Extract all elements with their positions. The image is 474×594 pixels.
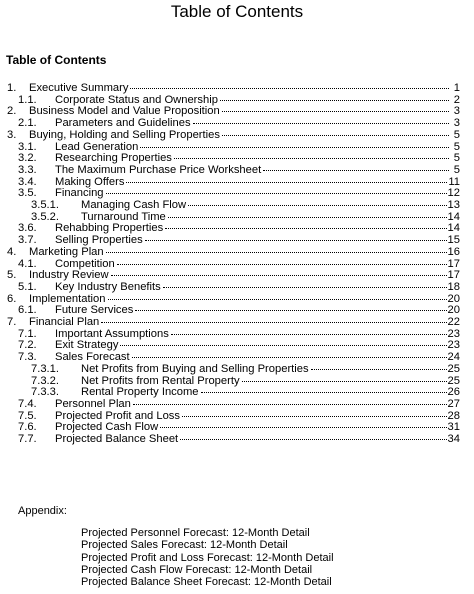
toc-entry-title: Making Offers: [55, 175, 125, 188]
toc-entry-number: 7.1.: [18, 327, 37, 340]
toc-entry-page: 3: [453, 117, 460, 130]
toc-dot-leader: [163, 287, 447, 288]
toc-entry-title: Managing Cash Flow: [81, 199, 187, 211]
toc-entry-page: 34: [447, 433, 460, 445]
toc-entry-title: Lead Generation: [55, 140, 139, 153]
toc-entry-number: 3.5.2.: [31, 210, 59, 223]
toc-dot-leader: [132, 357, 447, 358]
toc-entry-page: 15: [447, 234, 460, 247]
toc-entry-number: 6.: [7, 292, 17, 305]
toc-entry-number: 7.2.: [18, 339, 37, 352]
toc-entry-title: Financial Plan: [29, 316, 100, 328]
toc-dot-leader: [135, 310, 446, 311]
toc-entry-page: 25: [447, 374, 460, 387]
toc-entry-page: 26: [447, 386, 460, 399]
toc-dot-leader: [220, 100, 449, 101]
toc-entry-title: Selling Properties: [55, 234, 143, 247]
toc-entry-page: 18: [447, 280, 460, 293]
toc-entry-title: Personnel Plan: [55, 397, 131, 410]
toc-entry-number: 3.: [7, 128, 17, 141]
toc-entry-page: 3: [453, 105, 460, 118]
toc-entry-page: 28: [447, 409, 460, 422]
toc-entry-number: 7.6.: [18, 421, 37, 434]
toc-dot-leader: [130, 88, 449, 89]
toc-entry-page: 25: [447, 362, 460, 375]
toc-dot-leader: [160, 427, 446, 428]
toc-entry-page: 23: [447, 327, 460, 340]
toc-entry-title: Net Profits from Buying and Selling Properties: [81, 362, 309, 375]
toc-entry-number: 3.6.: [18, 222, 37, 235]
toc-dot-leader: [111, 275, 447, 276]
toc-entry-number: 2.: [7, 105, 17, 118]
toc-entry-title: Parameters and Guidelines: [55, 117, 191, 130]
toc-dot-leader: [222, 135, 449, 136]
toc-dot-leader: [108, 299, 447, 300]
toc-entry-page: 14: [447, 210, 460, 223]
toc-entry-number: 7.3.2.: [31, 374, 59, 387]
toc-entry-page: 17: [447, 269, 460, 282]
toc-dot-leader: [106, 193, 447, 194]
toc-entry-title: Net Profits from Rental Property: [81, 374, 240, 387]
toc-entry-page: 11: [448, 175, 460, 188]
appendix-heading: Appendix:: [18, 505, 67, 517]
toc-dot-leader: [165, 228, 446, 229]
toc-dot-leader: [182, 416, 447, 417]
toc-dot-leader: [222, 111, 449, 112]
toc-entry-number: 7.3.3.: [31, 386, 59, 399]
toc-entry-title: Buying, Holding and Selling Properties: [29, 128, 220, 141]
toc-entry-page: 20: [447, 292, 460, 305]
toc-entry-title: Projected Profit and Loss: [55, 409, 180, 422]
toc-entry-title: Executive Summary: [29, 82, 129, 94]
toc-entry-page: 2: [453, 93, 460, 106]
page-title: Table of Contents: [170, 2, 304, 21]
toc-dot-leader: [193, 123, 449, 124]
toc-entry-page: 17: [447, 257, 460, 270]
toc-entry-number: 5.: [7, 269, 17, 282]
toc-entry-page: 5: [453, 140, 460, 153]
toc-dot-leader: [120, 345, 446, 346]
toc-entry-number: 2.1.: [18, 117, 37, 130]
toc-dot-leader: [117, 264, 447, 265]
toc-entry-number: 3.2.: [18, 152, 37, 165]
appendix-item: Projected Profit and Loss Forecast: 12-Month Detail: [81, 551, 334, 564]
toc-entry-number: 3.7.: [18, 234, 37, 247]
toc-dot-leader: [140, 147, 449, 148]
toc-entry-number: 5.1.: [18, 280, 37, 293]
toc-entry-number: 3.5.: [18, 187, 37, 200]
toc-entry-page: 5: [453, 128, 460, 141]
toc-dot-leader: [101, 322, 446, 323]
toc-entry-title: Financing: [55, 187, 104, 200]
toc-entry-title: Rehabbing Properties: [55, 222, 164, 235]
toc-entry-title: The Maximum Purchase Price Worksheet: [55, 163, 262, 176]
toc-entry-page: 24: [447, 351, 460, 364]
toc-dot-leader: [311, 369, 447, 370]
toc-dot-leader: [174, 158, 449, 159]
toc-dot-leader: [133, 404, 447, 405]
toc-entry-page: 5: [453, 152, 460, 165]
toc-entry-page: 14: [447, 222, 460, 235]
toc-entry-number: 4.: [7, 245, 17, 258]
toc-entry-page: 1: [453, 82, 460, 94]
toc-entry-number: 7.3.: [18, 351, 37, 364]
toc-entry-page: 23: [447, 339, 460, 352]
toc-entry-number: 1.: [7, 82, 17, 94]
toc-dot-leader: [126, 182, 447, 183]
toc-dot-leader: [242, 381, 447, 382]
toc-dot-leader: [145, 240, 447, 241]
toc-entry-title: Projected Cash Flow: [55, 421, 159, 434]
toc-entry-number: 3.1.: [18, 140, 37, 153]
toc-entry-number: 6.1.: [18, 304, 37, 317]
toc-entry-title: Researching Properties: [55, 152, 172, 165]
appendix-item: Projected Cash Flow Forecast: 12-Month Detail: [81, 563, 313, 576]
toc-entry-number: 7.: [7, 316, 17, 328]
toc-entry-title: Business Model and Value Proposition: [29, 105, 220, 118]
toc-entry-title: Implementation: [29, 292, 106, 305]
toc-dot-leader: [168, 217, 447, 218]
toc-entry-title: Important Assumptions: [55, 327, 169, 340]
toc-entry-number: 7.7.: [18, 433, 37, 445]
toc-entry-number: 4.1.: [18, 257, 37, 270]
toc-entry-number: 7.5.: [18, 409, 37, 422]
toc-entry-title: Projected Balance Sheet: [55, 433, 179, 445]
toc-dot-leader: [201, 392, 447, 393]
toc-entry-page: 13: [447, 199, 460, 211]
appendix-list: [81, 527, 334, 588]
toc-dot-leader: [188, 205, 446, 206]
toc-dot-leader: [263, 170, 449, 171]
toc-dot-leader: [180, 439, 446, 440]
toc-entry-title: Future Services: [55, 304, 134, 317]
appendix-item: Projected Sales Forecast: 12-Month Detail: [81, 539, 288, 552]
toc-dot-leader: [106, 252, 447, 253]
toc-entry-number: 7.4.: [18, 397, 37, 410]
toc-entry-number: 3.4.: [18, 175, 37, 188]
toc-entry-page: 5: [453, 163, 460, 176]
toc-entry-title: Exit Strategy: [55, 339, 119, 352]
toc-entry-title: Industry Review: [29, 269, 109, 282]
toc-entry-title: Sales Forecast: [55, 351, 130, 364]
toc-entry-title: Turnaround Time: [81, 210, 166, 223]
toc-heading: Table of Contents: [6, 53, 107, 67]
toc-dot-leader: [171, 334, 447, 335]
toc-entry-page: 27: [447, 397, 460, 410]
toc-entry[interactable]: [0, 433, 460, 446]
toc-entry-page: 16: [447, 245, 460, 258]
toc-entry-page: 12: [447, 187, 460, 200]
toc-entry-number: 3.3.: [18, 163, 37, 176]
toc-entry-number: 1.1.: [18, 93, 37, 106]
toc-entry-title: Competition: [55, 257, 115, 270]
toc-entry-page: 31: [447, 421, 460, 434]
appendix-item: Projected Personnel Forecast: 12-Month Detail: [81, 527, 310, 539]
toc-entry-page: 22: [447, 316, 460, 328]
toc-entry-title: Corporate Status and Ownership: [55, 93, 218, 106]
toc-entry-number: 7.3.1.: [31, 362, 59, 375]
toc-entry-number: 3.5.1.: [31, 199, 59, 211]
toc-entry-page: 20: [447, 304, 460, 317]
toc-entry-title: Marketing Plan: [29, 245, 104, 258]
toc-entry-title: Key Industry Benefits: [55, 280, 161, 293]
toc-entry-title: Rental Property Income: [81, 386, 199, 399]
appendix-item: Projected Balance Sheet Forecast: 12-Month Detail: [81, 576, 332, 589]
